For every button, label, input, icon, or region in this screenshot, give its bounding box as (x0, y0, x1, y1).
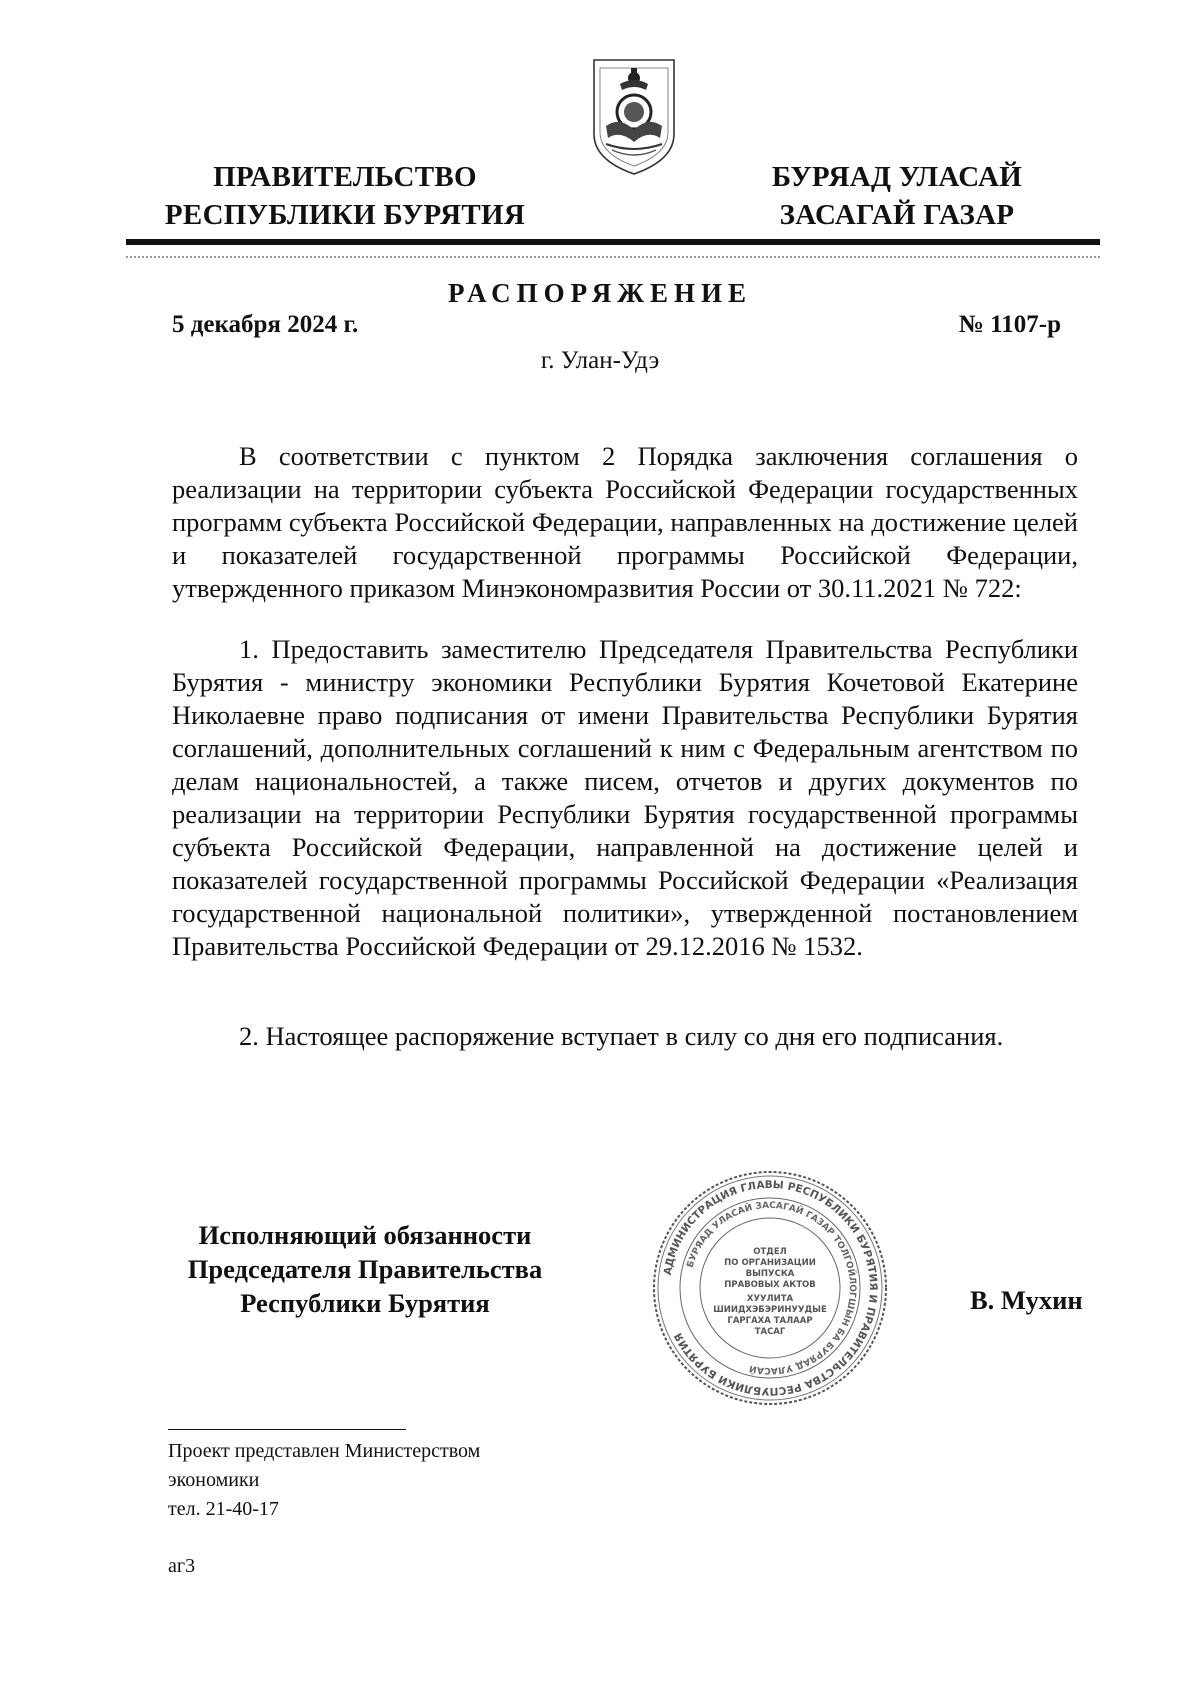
government-name-ru-line1: ПРАВИТЕЛЬСТВО (213, 161, 477, 193)
footnote-line2: экономики (168, 1469, 260, 1491)
svg-text:АДМИНИСТРАЦИЯ ГЛАВЫ РЕСПУБЛИКИ: АДМИНИСТРАЦИЯ ГЛАВЫ РЕСПУБЛИКИ БУРЯТИЯ И ПРАВИТЕЛЬСТВА РЕСПУБЛИКИ БУРЯТИЯ (661, 1178, 880, 1398)
body-intro-text: В соответствии с пунктом 2 Порядка заключения соглашения о реализации на территории субъекта Российской Федерации государственных программ субъекта Российской Федерации, направленных на достижение целей и показателей государственной программы Российской Федерации, утвержденного приказом Минэкономразвития России от 30.11.2021 № 722: (172, 441, 1078, 603)
footnote (168, 1437, 588, 1524)
government-name-ru (150, 158, 540, 234)
body-item-1 (172, 633, 1078, 963)
government-name-ru-line2: РЕСПУБЛИКИ БУРЯТИЯ (164, 199, 526, 231)
government-name-bua-line1: БУРЯАД УЛАСАЙ (771, 161, 1023, 193)
svg-text:ПРАВОВЫХ АКТОВ: ПРАВОВЫХ АКТОВ (724, 1280, 816, 1290)
document-title: РАСПОРЯЖЕНИЕ (447, 278, 753, 308)
svg-text:ТАСАГ: ТАСАГ (754, 1327, 786, 1337)
document-number: № 1107-р (958, 311, 1061, 338)
government-name-bua (752, 158, 1042, 234)
footnote-divider (168, 1429, 406, 1430)
signatory-title-line2: Председателя Правительства (187, 1254, 543, 1284)
signatory-title-line1: Исполняющий обязанности (198, 1220, 532, 1250)
document-date: 5 декабря 2024 г. (172, 311, 359, 338)
svg-text:ШИИДХЭБЭРИНУУДЫЕ: ШИИДХЭБЭРИНУУДЫЕ (713, 1305, 827, 1315)
document-mark: аг3 (168, 1555, 196, 1577)
body-item-2-text: 2. Настоящее распоряжение вступает в силу со дня его подписания. (239, 1021, 1004, 1051)
signatory-title (160, 1218, 570, 1320)
footnote-line1: Проект представлен Министерством (168, 1440, 481, 1462)
official-seal (650, 1168, 890, 1408)
svg-text:ОТДЕЛ: ОТДЕЛ (753, 1247, 787, 1257)
signatory-name: В. Мухин (970, 1285, 1083, 1315)
document-city: г. Улан-Удэ (540, 347, 660, 374)
body-item-1-text: 1. Предоставить заместителю Председателя Правительства Республики Бурятия - министру экономики Республики Бурятия Кочетовой Екатерине Николаевне право подписания от имени Правительства Республики Бурятия соглашений, дополнительных соглашений к ним с Федеральным агентством по делам национальностей, а также писем, отчетов и других документов по реализации на территории Республики Бурятия государственной программы субъекта Российской Федерации, направленной на достижение целей и показателей государственной программы Российской Федерации «Реализация государственной национальной политики», утвержденной постановлением Правительства Российской Федерации от 29.12.2016 № 1532. (172, 634, 1078, 961)
svg-text:БУРЯАД УЛАСАЙ ЗАСАГАЙ ГАЗАР ТО: БУРЯАД УЛАСАЙ ЗАСАГАЙ ГАЗАР ТОЛГОЙЛОГШЫН БА БУРЯАД УЛАСАЙ (685, 1200, 858, 1376)
body-item-2 (172, 1020, 1078, 1053)
header-divider-thick (126, 239, 1100, 245)
svg-text:ГАРГАХА ТАЛААР: ГАРГАХА ТАЛААР (727, 1316, 813, 1326)
government-name-bua-line2: ЗАСАГАЙ ГАЗАР (779, 199, 1015, 231)
signatory-title-line3: Республики Бурятия (240, 1288, 490, 1318)
svg-text:ХУУЛИТА: ХУУЛИТА (746, 1294, 794, 1304)
coat-of-arms-icon (590, 56, 678, 178)
header-divider-dotted (126, 256, 1100, 258)
svg-text:ВЫПУСКА: ВЫПУСКА (745, 1269, 795, 1279)
body-intro-paragraph (172, 440, 1078, 605)
svg-text:ПО ОРГАНИЗАЦИИ: ПО ОРГАНИЗАЦИИ (724, 1258, 816, 1268)
footnote-line3: тел. 21-40-17 (168, 1498, 279, 1520)
